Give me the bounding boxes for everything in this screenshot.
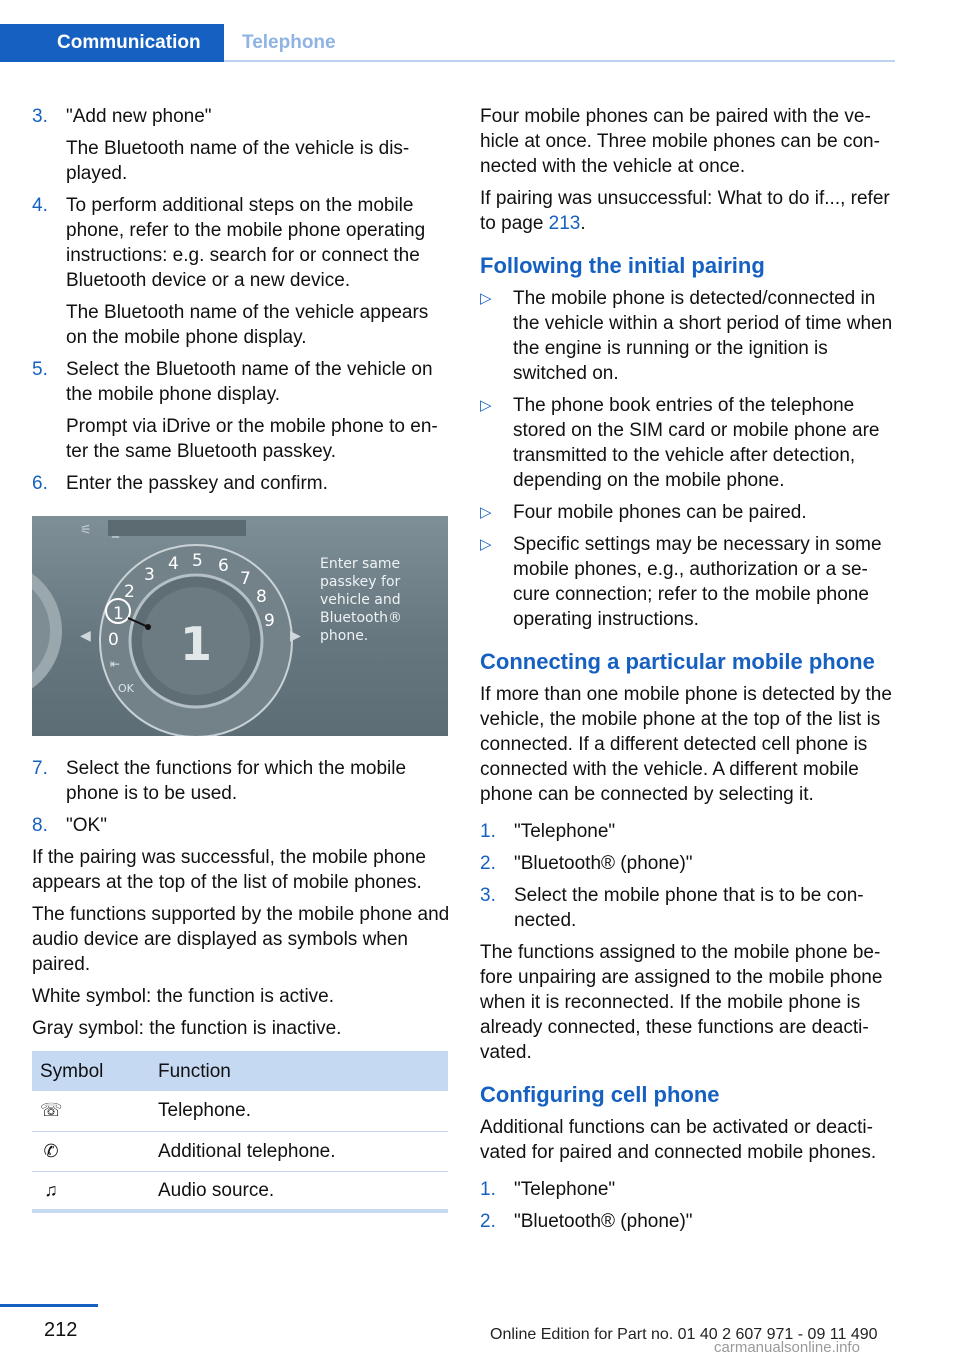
step-text: "Telephone" bbox=[514, 821, 616, 842]
step-text: Prompt via iDrive or the mobile phone to en-ter the same Bluetooth passkey. bbox=[66, 416, 438, 462]
step-item bbox=[32, 193, 450, 350]
speech-icon: ⚟ bbox=[80, 523, 92, 538]
dial-digit-label: 9 bbox=[264, 611, 275, 631]
heading-connecting-mobile-phone: Connecting a particular mobile phone bbox=[480, 649, 875, 674]
body-paragraph: The functions assigned to the mobile phone be-fore unpairing are assigned to the mobile phone when it is reconnected. If the mobile phone is already connected, these functions are deacti-vated. bbox=[480, 942, 883, 1063]
ok-label: OK bbox=[118, 682, 134, 695]
symbol-function-table bbox=[32, 1051, 448, 1213]
body-paragraph: Four mobile phones can be paired with the ve-hicle at once. Three mobile phones can be con-nected with the vehicle at once. bbox=[480, 106, 880, 177]
prompt-line: Enter same bbox=[320, 556, 401, 572]
section-tab-communication[interactable]: Communication bbox=[0, 24, 224, 62]
idrive-passkey-figure bbox=[32, 516, 448, 736]
step-number: 6. bbox=[32, 473, 48, 494]
bullet-list bbox=[480, 286, 900, 632]
table-row bbox=[32, 1091, 448, 1131]
step-item bbox=[32, 357, 450, 464]
body-paragraph: If the pairing was successful, the mobile phone appears at the top of the list of mobile phones. bbox=[32, 847, 426, 893]
step-number: 5. bbox=[32, 359, 48, 380]
step-item bbox=[32, 104, 450, 186]
idrive-display-illustration bbox=[32, 516, 448, 736]
step-text: "OK" bbox=[66, 815, 107, 836]
section-tab-telephone[interactable]: Telephone bbox=[242, 32, 336, 53]
step-number: 7. bbox=[32, 758, 48, 779]
step-text: To perform additional steps on the mobile phone, refer to the mobile phone operating instructions: e.g. search for or connect the Bluetooth device or a new device. bbox=[66, 195, 426, 291]
table-row bbox=[32, 1171, 448, 1211]
step-item bbox=[32, 756, 450, 806]
reference-period: . bbox=[580, 213, 586, 234]
dial-digit-label: 8 bbox=[256, 587, 267, 607]
entry-cursor: _ bbox=[112, 522, 119, 538]
steps-list bbox=[480, 1177, 900, 1234]
list-item-text: The phone book entries of the telephone stored on the SIM card or mobile phone are transmitted to the vehicle after detection, depending on the mobile phone. bbox=[513, 395, 880, 491]
prompt-line: vehicle and bbox=[320, 592, 401, 608]
step-number: 2. bbox=[480, 1211, 496, 1232]
step-text: "Bluetooth® (phone)" bbox=[514, 1211, 693, 1232]
page-link-213[interactable]: 213 bbox=[548, 213, 581, 234]
body-paragraph: Gray symbol: the function is inactive. bbox=[32, 1018, 342, 1039]
heading-following-initial-pairing: Following the initial pairing bbox=[480, 253, 765, 278]
body-paragraph: Additional functions can be activated or deacti-vated for paired and connected mobile phones. bbox=[480, 1117, 877, 1163]
dial-digit-label: 6 bbox=[218, 556, 229, 576]
function-cell: Telephone. bbox=[150, 1091, 448, 1131]
passkey-entry-field bbox=[108, 520, 246, 536]
header-rule bbox=[224, 60, 895, 62]
arrow-left-icon: ◀ bbox=[80, 628, 91, 644]
list-item-text: Four mobile phones can be paired. bbox=[513, 502, 807, 523]
prompt-line: Bluetooth® bbox=[320, 610, 402, 626]
page-number: 212 bbox=[44, 1319, 78, 1341]
prompt-line: passkey for bbox=[320, 574, 401, 590]
step-item bbox=[32, 471, 450, 496]
selected-digit-label: 1 bbox=[179, 617, 213, 671]
dial-digit-label: 2 bbox=[124, 582, 135, 602]
right-column bbox=[480, 104, 900, 1241]
table-row bbox=[32, 1131, 448, 1171]
table-header-row bbox=[32, 1051, 448, 1091]
step-number: 3. bbox=[480, 885, 496, 906]
function-cell: Additional telephone. bbox=[150, 1131, 448, 1171]
steps-list bbox=[480, 819, 900, 933]
triangle-bullet-icon: ▷ bbox=[480, 290, 492, 307]
dial-digit-label: 1 bbox=[113, 604, 124, 624]
step-text: "Telephone" bbox=[514, 1179, 616, 1200]
dial-digit-label: 7 bbox=[240, 569, 251, 589]
list-item-text: Specific settings may be necessary in some mobile phones, e.g., authorization or a se-cure connection; refer to the mobile phone operating instructions. bbox=[513, 534, 882, 630]
step-text: "Bluetooth® (phone)" bbox=[514, 853, 693, 874]
step-text: Enter the passkey and confirm. bbox=[66, 473, 328, 494]
dial-digit-label: 3 bbox=[144, 565, 155, 585]
step-number: 3. bbox=[32, 106, 48, 127]
body-paragraph: White symbol: the function is active. bbox=[32, 986, 335, 1007]
step-item bbox=[480, 1177, 900, 1202]
telephone-icon: ☏ bbox=[40, 1100, 63, 1121]
list-item-text: The mobile phone is detected/connected in the vehicle within a short period of time when the engine is running or the ignition is switched on. bbox=[513, 288, 893, 384]
audio-source-icon: ♫ bbox=[44, 1179, 58, 1200]
step-item bbox=[480, 819, 900, 844]
pointer-dot bbox=[145, 624, 151, 630]
prompt-line: phone. bbox=[320, 628, 369, 644]
list-item bbox=[480, 500, 900, 525]
page-header bbox=[0, 24, 895, 62]
step-text: "Add new phone" bbox=[66, 106, 212, 127]
page-reference-paragraph bbox=[480, 186, 900, 236]
step-number: 2. bbox=[480, 853, 496, 874]
step-text: Select the functions for which the mobile phone is to be used. bbox=[66, 758, 407, 804]
step-item bbox=[480, 851, 900, 876]
step-number: 1. bbox=[480, 821, 496, 842]
triangle-bullet-icon: ▷ bbox=[480, 536, 492, 553]
list-item bbox=[480, 393, 900, 493]
heading-configuring-cell-phone: Configuring cell phone bbox=[480, 1082, 720, 1107]
step-text: The Bluetooth name of the vehicle appears on the mobile phone display. bbox=[66, 302, 429, 348]
steps-list-a bbox=[32, 104, 450, 496]
step-item bbox=[480, 883, 900, 933]
step-item bbox=[32, 813, 450, 838]
list-item bbox=[480, 532, 900, 632]
body-paragraph: The functions supported by the mobile phone and audio device are displayed as symbols when paired. bbox=[32, 904, 450, 975]
dial-digit-label: 5 bbox=[192, 551, 203, 571]
column-header-function: Function bbox=[150, 1051, 448, 1091]
list-item bbox=[480, 286, 900, 386]
triangle-bullet-icon: ▷ bbox=[480, 397, 492, 414]
reference-text: If pairing was unsuccessful: What to do if..., refer to page bbox=[480, 188, 890, 234]
backspace-icon: ⇤ bbox=[110, 657, 121, 671]
steps-list-b bbox=[32, 756, 450, 838]
edition-footer: Online Edition for Part no. 01 40 2 607 971 - 09 11 490 bbox=[490, 1326, 878, 1343]
step-text: Select the Bluetooth name of the vehicle on the mobile phone display. bbox=[66, 359, 433, 405]
body-paragraph: If more than one mobile phone is detected by the vehicle, the mobile phone at the top of the list is connected. If a different detected cell phone is connected with the vehicle. A different mobile phone can be connected by selecting it. bbox=[480, 684, 892, 805]
column-header-symbol: Symbol bbox=[32, 1051, 150, 1091]
step-text: The Bluetooth name of the vehicle is dis-played. bbox=[66, 138, 410, 184]
additional-telephone-icon: ✆ bbox=[43, 1140, 59, 1161]
step-number: 1. bbox=[480, 1179, 496, 1200]
step-number: 4. bbox=[32, 195, 48, 216]
step-number: 8. bbox=[32, 815, 48, 836]
dial-digit-label: 0 bbox=[108, 630, 119, 650]
dial-digit-label: 4 bbox=[168, 554, 179, 574]
step-item bbox=[480, 1209, 900, 1234]
step-text: Select the mobile phone that is to be con-nected. bbox=[514, 885, 864, 931]
function-cell: Audio source. bbox=[150, 1171, 448, 1211]
arrow-right-icon: ▶ bbox=[290, 628, 301, 644]
left-column bbox=[32, 104, 450, 1213]
watermark: carmanualsonline.info bbox=[714, 1339, 860, 1356]
footer-rule bbox=[0, 1304, 98, 1307]
triangle-bullet-icon: ▷ bbox=[480, 504, 492, 521]
